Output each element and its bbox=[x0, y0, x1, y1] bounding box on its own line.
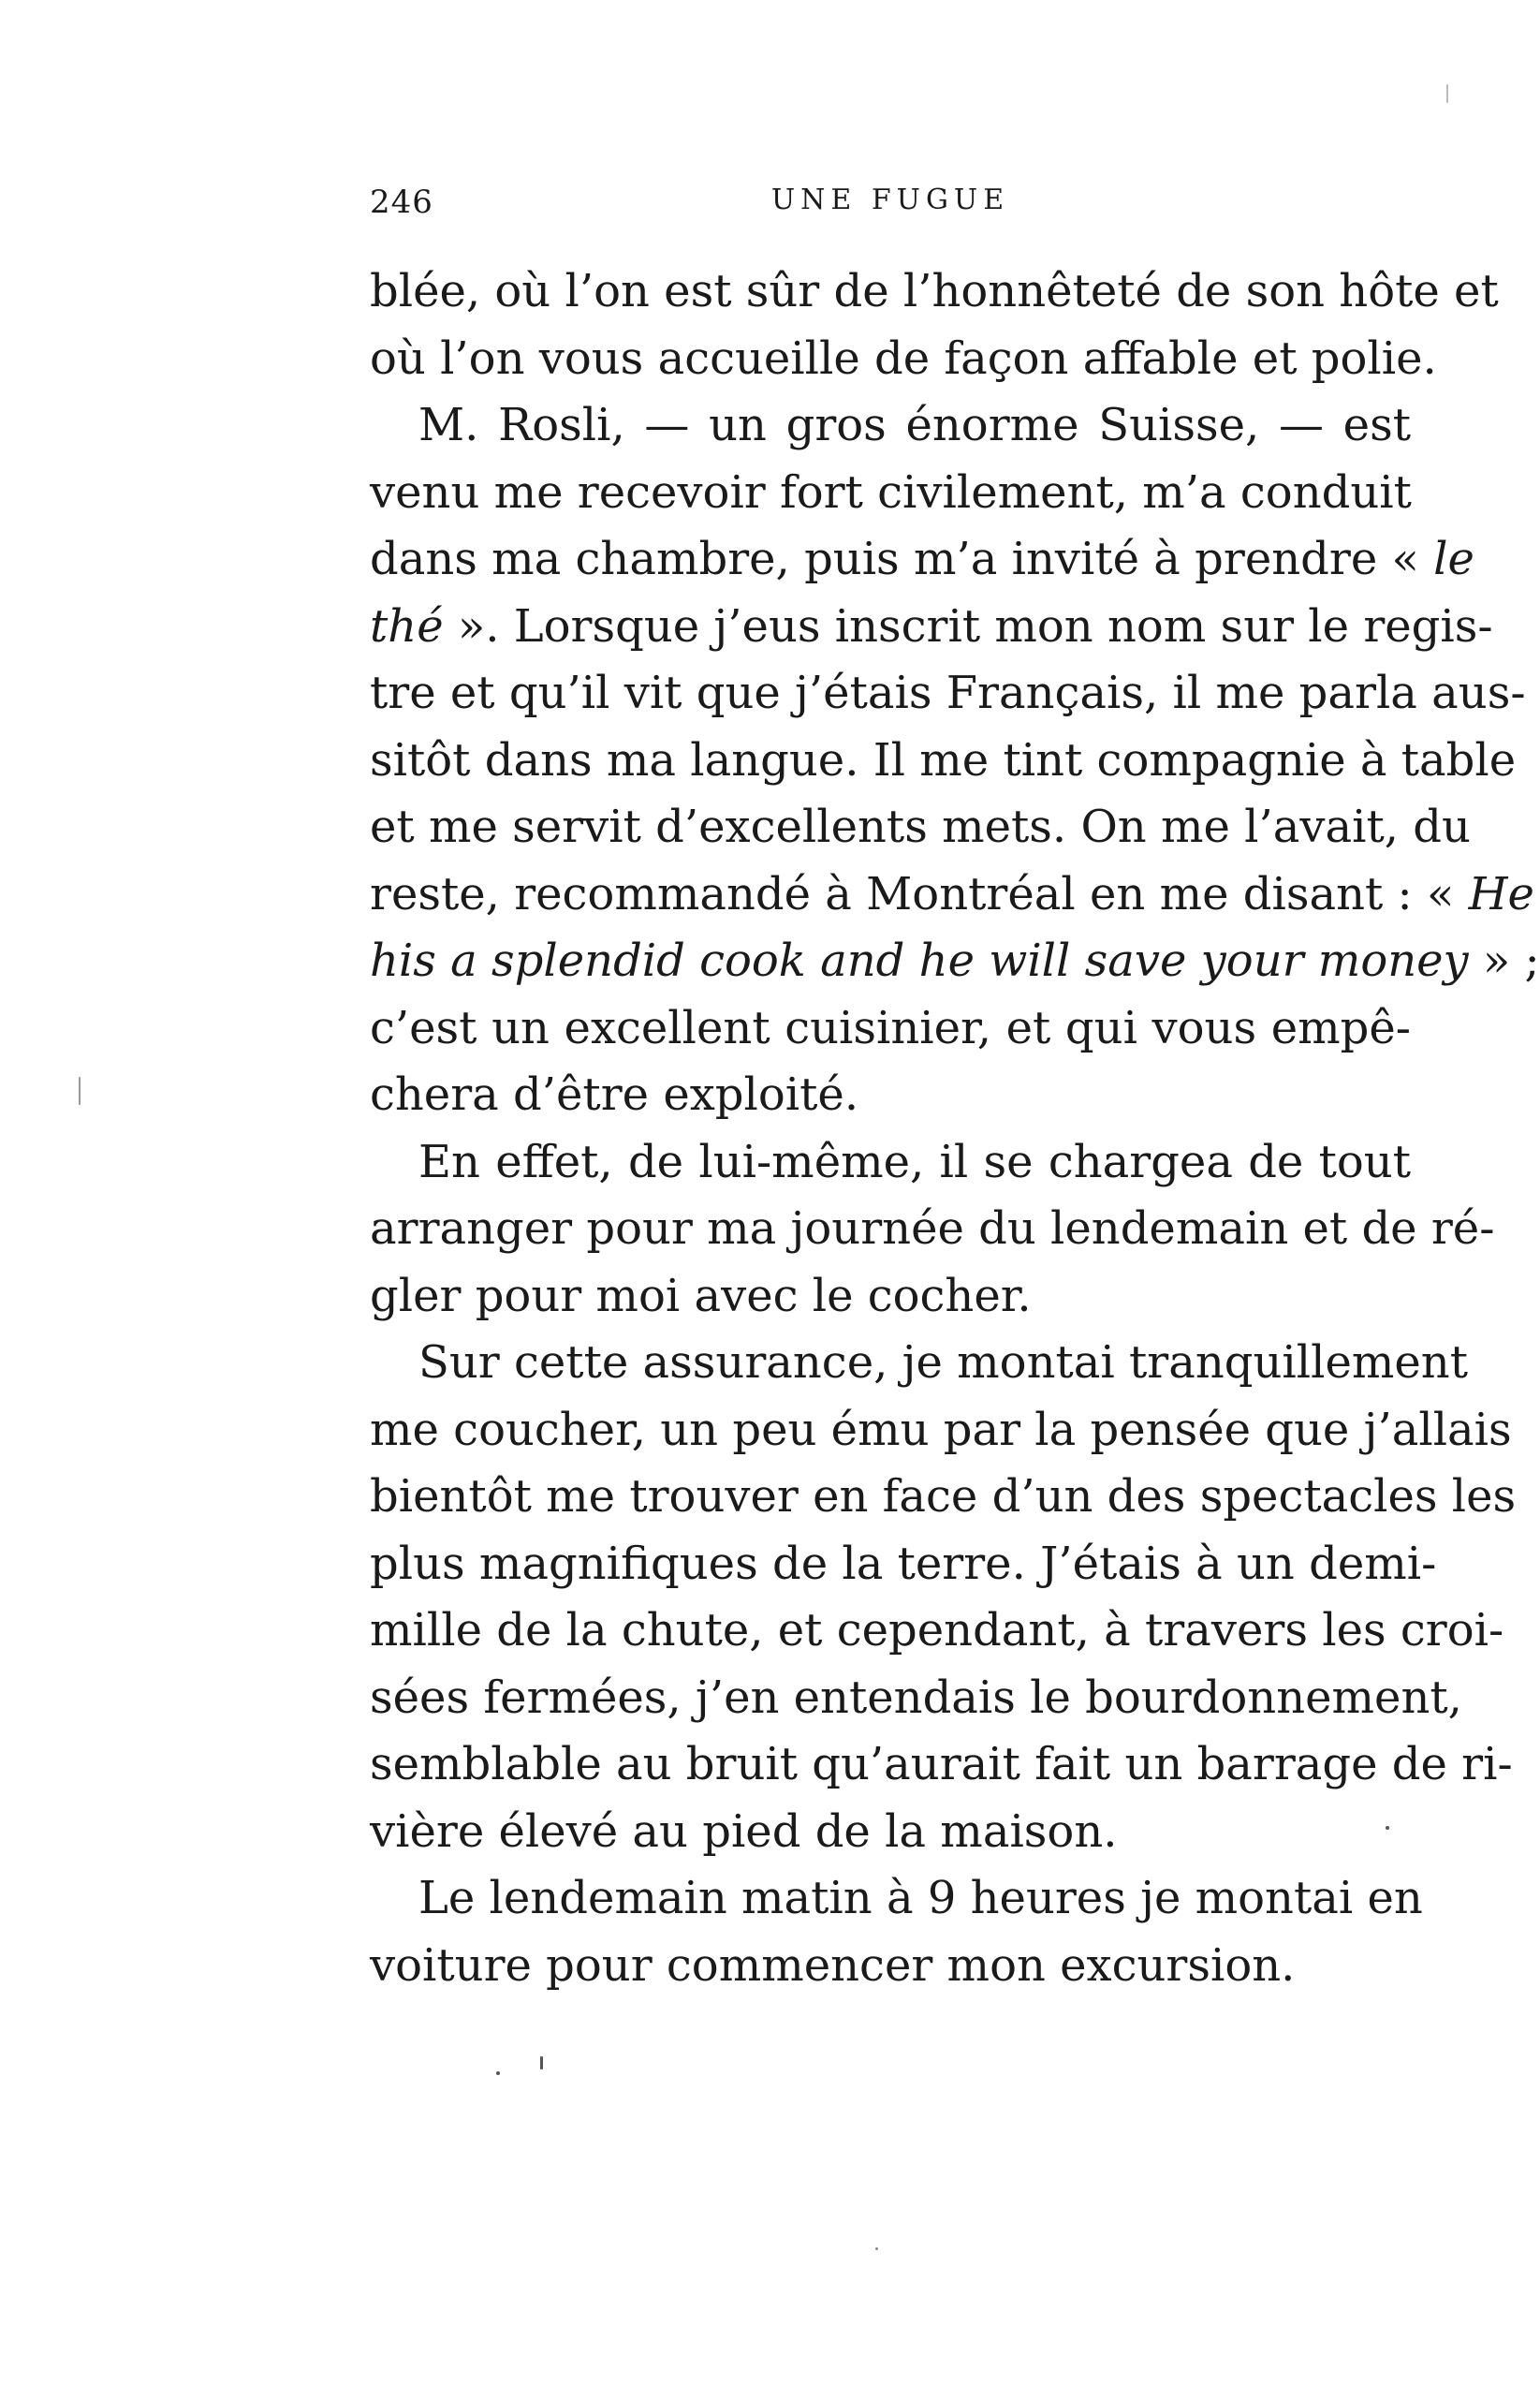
text-line: dans ma chambre, puis m’a invité à prendre « le bbox=[370, 533, 1474, 585]
text-line: où l’on vous accueille de façon affable et polie. bbox=[370, 331, 1437, 385]
text-line: c’est un excellent cuisinier, et qui vous empê- bbox=[370, 1001, 1411, 1054]
text-line: sitôt dans ma langue. Il me tint compagnie à table bbox=[370, 733, 1517, 787]
text-line: Sur cette assurance, je montai tranquillement bbox=[418, 1336, 1468, 1389]
paper-speck bbox=[79, 1077, 81, 1105]
page-header bbox=[370, 184, 1411, 221]
italic-text: thé bbox=[370, 599, 444, 653]
text-line: mille de la chute, et cependant, à travers les croi- bbox=[370, 1604, 1504, 1656]
text-line: Le lendemain matin à 9 heures je montai en bbox=[418, 1872, 1423, 1924]
text-line: voiture pour commencer mon excursion. bbox=[370, 1938, 1296, 1992]
paper-speck bbox=[1386, 1826, 1389, 1830]
text-line: arranger pour ma journée du lendemain et de ré- bbox=[370, 1202, 1495, 1255]
italic-text: his a splendid cook and he will save your money bbox=[370, 935, 1469, 987]
text-line: tre et qu’il vit que j’étais Français, il me parla aus- bbox=[370, 667, 1526, 719]
body-text bbox=[370, 258, 1540, 1999]
text-line: chera d’être exploité. bbox=[370, 1068, 859, 1121]
running-title: UNE FUGUE bbox=[770, 184, 1010, 216]
text-line: venu me recevoir fort civilement, m’a conduit bbox=[370, 465, 1412, 519]
text-line: me coucher, un peu ému par la pensée que j’allais bbox=[370, 1403, 1512, 1456]
text-line: M. Rosli, — un gros énorme Suisse, — est bbox=[418, 399, 1411, 451]
paper-speck bbox=[540, 2056, 543, 2069]
paper-speck bbox=[496, 2071, 500, 2075]
paper-speck bbox=[1446, 84, 1448, 103]
text-line: plus magnifiques de la terre. J’étais à un demi- bbox=[370, 1537, 1437, 1590]
text-line: thé ». Lorsque j’eus inscrit mon nom sur le regis- bbox=[370, 599, 1493, 653]
text-line: gler pour moi avec le cocher. bbox=[370, 1269, 1032, 1322]
text-line: semblable au bruit qu’aurait fait un barrage de ri- bbox=[370, 1738, 1513, 1790]
text-line: his a splendid cook and he will save your money » ; bbox=[370, 935, 1540, 987]
paper-speck bbox=[875, 2247, 878, 2250]
text-line: En effet, de lui-même, il se chargea de tout bbox=[418, 1135, 1411, 1188]
italic-text: le bbox=[1433, 533, 1474, 585]
italic-text: He bbox=[1468, 867, 1534, 920]
text-line: blée, où l’on est sûr de l’honnêteté de son hôte et bbox=[370, 265, 1499, 317]
text-line: et me servit d’excellents mets. On me l’avait, du bbox=[370, 801, 1471, 853]
text-line: vière élevé au pied de la maison. bbox=[370, 1804, 1118, 1858]
text-line: reste, recommandé à Montréal en me disant : « He bbox=[370, 867, 1534, 920]
text-line: bientôt me trouver en face d’un des spectacles les bbox=[370, 1470, 1517, 1523]
page-number: 246 bbox=[370, 184, 433, 221]
text-line: sées fermées, j’en entendais le bourdonnement, bbox=[370, 1671, 1462, 1724]
